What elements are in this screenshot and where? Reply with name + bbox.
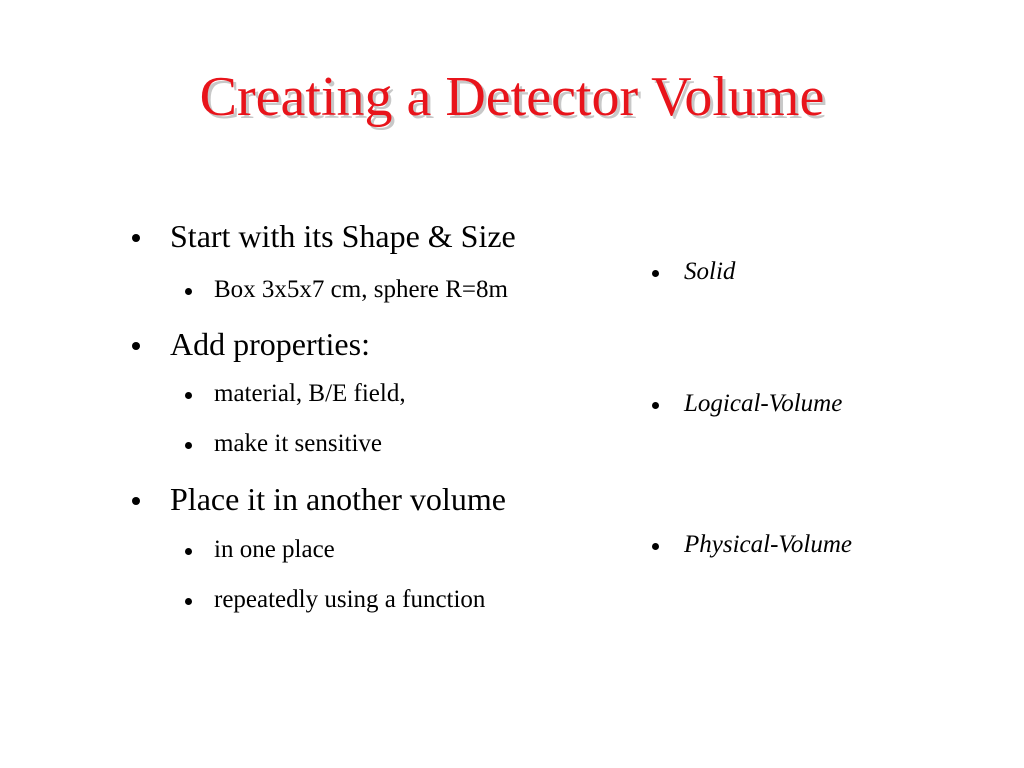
- list-item-label: Place it in another volume: [170, 481, 506, 517]
- bullet-icon: [132, 342, 140, 350]
- sub-item-label: repeatedly using a function: [214, 586, 486, 613]
- sub-item-sensitive: [214, 428, 382, 460]
- sub-item-box-sphere: [214, 274, 508, 306]
- sub-item-one-place: [214, 534, 335, 566]
- bullet-icon: [652, 543, 659, 550]
- right-item-physical-volume: [684, 529, 852, 561]
- right-item-logical-volume: [684, 388, 842, 420]
- bullet-icon: [652, 270, 659, 277]
- sub-item-repeatedly: [214, 584, 485, 616]
- bullet-icon: [652, 402, 659, 409]
- sub-item-label: make it sensitive: [214, 430, 383, 457]
- bullet-icon: [185, 392, 192, 399]
- bullet-icon: [185, 598, 192, 605]
- bullet-icon: [132, 234, 140, 242]
- sub-item-label: material, B/E field,: [214, 380, 406, 407]
- right-item-solid: [684, 256, 735, 288]
- list-item-add-properties: [170, 324, 370, 364]
- right-item-label: Physical-Volume: [684, 531, 853, 558]
- sub-item-label: in one place: [214, 536, 335, 563]
- slide-title: Creating a Detector Volume: [199, 66, 825, 128]
- list-item-label: Add properties:: [170, 326, 370, 362]
- list-item-label: Start with its Shape & Size: [170, 218, 516, 254]
- bullet-icon: [185, 288, 192, 295]
- bullet-icon: [185, 548, 192, 555]
- right-item-label: Solid: [684, 258, 736, 285]
- sub-item-material: [214, 378, 406, 410]
- list-item-place-volume: [170, 479, 506, 519]
- bullet-icon: [132, 497, 140, 505]
- list-item-shape-size: [170, 216, 516, 256]
- right-item-label: Logical-Volume: [684, 390, 843, 417]
- bullet-icon: [185, 442, 192, 449]
- sub-item-label: Box 3x5x7 cm, sphere R=8m: [214, 276, 508, 303]
